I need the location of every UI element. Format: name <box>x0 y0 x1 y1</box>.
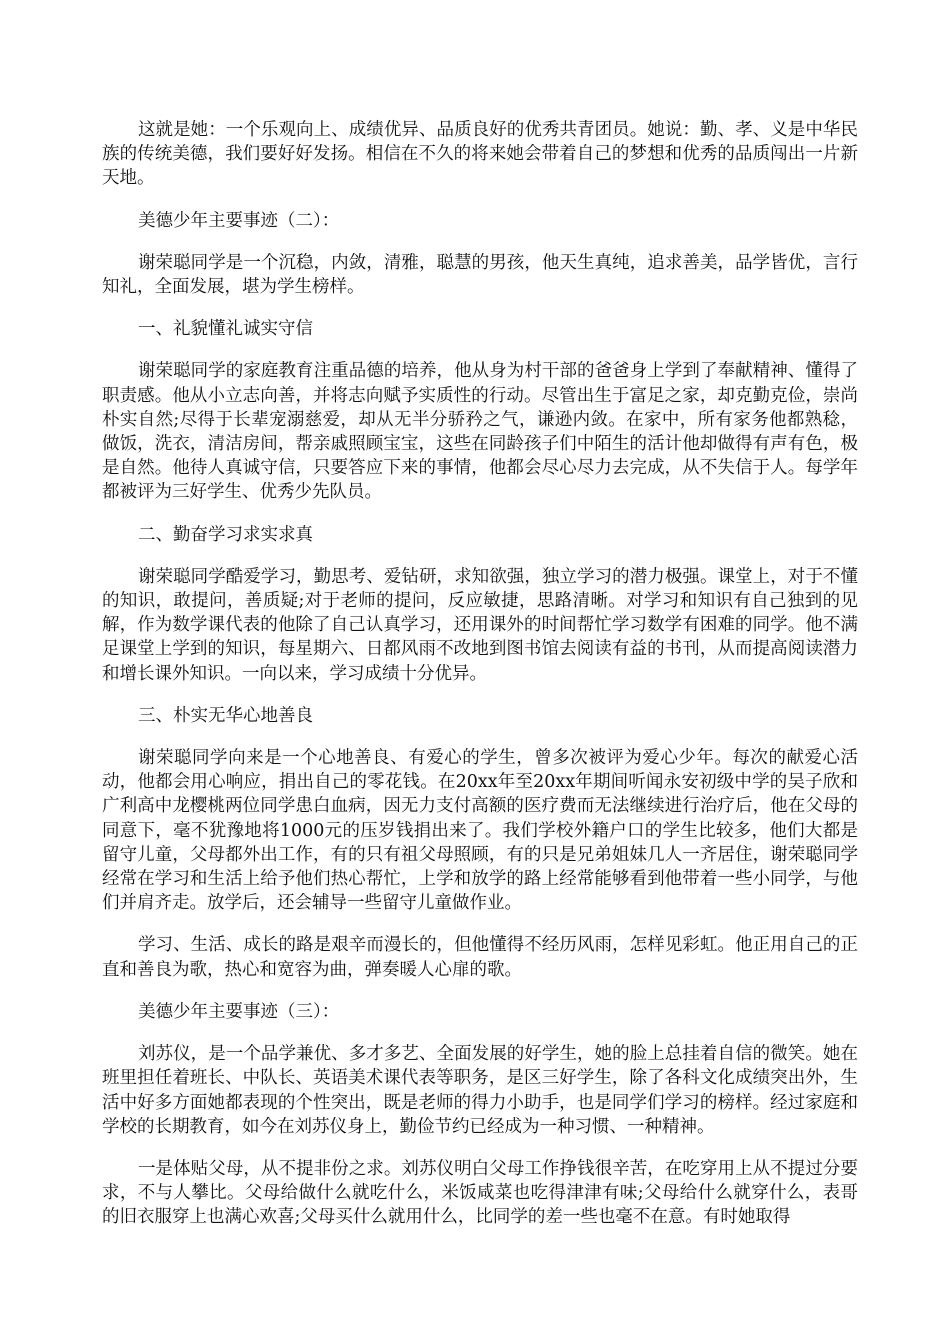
paragraph-liu-intro: 刘苏仪，是一个品学兼优、多才多艺、全面发展的好学生，她的脸上总挂着自信的微笑。她在班里担任着班长、中队长、英语美术课代表等职务，是区三好学生，除了各科文化成绩突出外，生活中好多方面她都表现的个性突出，既是老师的得力小助手，也是同学们学习的榜样。经过家庭和学校的长期教育，如今在刘苏仪身上，勤俭节约已经成为一种习惯、一种精神。 <box>102 1044 858 1137</box>
paragraph-growth: 学习、生活、成长的路是艰辛而漫长的，但他懂得不经历风雨，怎样见彩虹。他正用自己的正直和善良为歌，热心和宽容为曲，弹奏暖人心扉的歌。 <box>102 935 858 980</box>
section-heading-three: 美德少年主要事迹（三）： <box>138 1001 340 1022</box>
paragraph-courtesy: 谢荣聪同学的家庭教育注重品德的培养，他从身为村干部的爸爸身上学到了奉献精神、懂得了职责感。他从小立志向善，并将志向赋予实质性的行动。尽管出生于富足之家，却克勤克俭，崇尚朴实自然;尽得于长辈宠溺慈爱，却从无半分骄矜之气，谦逊内敛。在家中，所有家务他都熟稔，做饭，洗衣，清洁房间，帮亲戚照顾宝宝，这些在同龄孩子们中陌生的活计他却做得有声有色，极是自然。他待人真诚守信，只要答应下来的事情，他都会尽心尽力去完成，从不失信于人。每学年都被评为三好学生、优秀少先队员。 <box>102 361 858 503</box>
paragraph-intro-summary: 这就是她：一个乐观向上、成绩优异、品质良好的优秀共青团员。她说：勤、孝、义是中华民族的传统美德，我们要好好发扬。相信在不久的将来她会带着自己的梦想和优秀的品质闯出一片新天地。 <box>102 120 858 189</box>
paragraph-study: 谢荣聪同学酷爱学习，勤思考、爱钻研，求知欲强，独立学习的潜力极强。课堂上，对于不懂的知识，敢提问，善质疑;对于老师的提问，反应敏捷，思路清晰。对学习和知识有自己独到的见解，作为数学课代表的他除了自己认真学习，还用课外的时间帮忙学习数学有困难的同学。他不满足课堂上学到的知识，每星期六、日都风雨不改地到图书馆去阅读有益的书刊，从而提高阅读潜力和增长课外知识。一向以来，学习成绩十分优异。 <box>102 566 858 684</box>
document-page <box>102 118 858 1248</box>
subheading-courtesy: 一、礼貌懂礼诚实守信 <box>138 319 313 340</box>
paragraph-liu-parents: 一是体贴父母，从不提非份之求。刘苏仪明白父母工作挣钱很辛苦，在吃穿用上从不提过分要求，不与人攀比。父母给做什么就吃什么，米饭咸菜也吃得津津有味;父母给什么就穿什么，表哥的旧衣服穿上也满心欢喜;父母买什么就用什么，比同学的差一些也毫不在意。有时她取得 <box>102 1158 858 1228</box>
paragraph-kindness: 谢荣聪同学向来是一个心地善良、有爱心的学生，曾多次被评为爱心少年。每次的献爱心活动，他都会用心响应，捐出自己的零花钱。在20xx年至20xx年期间听闻永安初级中学的吴子欣和广利高中龙樱桃两位同学患白血病，因无力支付高额的医疗费而无法继续进行治疗后，他在父母的同意下，毫不犹豫地将1000元的压岁钱捐出来了。我们学校外籍户口的学生比较多，他们大都是留守儿童，父母都外出工作，有的只有祖父母照顾，有的只是兄弟姐妹几人一齐居住，谢荣聪同学经常在学习和生活上给予他们热心帮忙，上学和放学的路上经常能够看到他带着一些小同学，与他们并肩齐走。放学后，还会辅导一些留守儿童做作业。 <box>102 748 858 914</box>
section-heading-two: 美德少年主要事迹（二）： <box>138 210 340 231</box>
subheading-kindness: 三、朴实无华心地善良 <box>138 705 313 726</box>
subheading-study: 二、勤奋学习求实求真 <box>138 524 313 545</box>
paragraph-xie-intro: 谢荣聪同学是一个沉稳，内敛，清雅，聪慧的男孩，他天生真纯，追求善美，品学皆优，言行知礼，全面发展，堪为学生榜样。 <box>102 252 858 298</box>
